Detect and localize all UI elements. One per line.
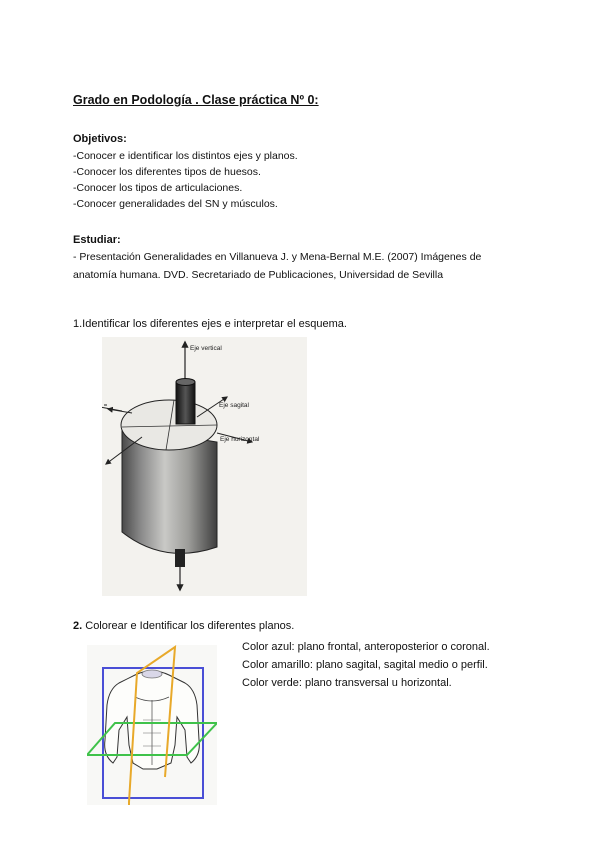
- question-2-text: Colorear e Identificar los diferentes planos.: [82, 620, 295, 632]
- question-1: 1.Identificar los diferentes ejes e interpretar el esquema.: [73, 318, 347, 330]
- legend-green: Color verde: plano transversal u horizontal.: [242, 677, 452, 689]
- human-torso-planes-diagram-icon: [87, 645, 217, 805]
- objective-item: -Conocer los tipos de articulaciones.: [73, 182, 243, 194]
- objectives-heading: Objetivos:: [73, 133, 127, 145]
- legend-yellow: Color amarillo: plano sagital, sagital medio o perfil.: [242, 659, 488, 671]
- objective-item: -Conocer generalidades del SN y músculos.: [73, 198, 278, 210]
- cylinder-axes-diagram-icon: [102, 337, 307, 596]
- legend-blue: Color azul: plano frontal, anteroposterior o coronal.: [242, 641, 490, 653]
- label-sagittal-axis: Eje sagital: [219, 402, 249, 409]
- question-2-number: 2.: [73, 620, 83, 632]
- study-line: anatomía humana. DVD. Secretariado de Publicaciones, Universidad de Sevilla: [73, 269, 444, 281]
- document-title: Grado en Podología . Clase práctica Nº 0:: [73, 93, 319, 107]
- label-horizontal-axis: Eje horizontal: [220, 436, 260, 443]
- study-line: - Presentación Generalidades en Villanueva J. y Mena-Bernal M.E. (2007) Imágenes de: [73, 251, 482, 263]
- label-vertical-axis: Eje vertical: [190, 345, 222, 352]
- study-heading: Estudiar:: [73, 234, 121, 246]
- question-2: [73, 620, 294, 632]
- objective-item: -Conocer los diferentes tipos de huesos.: [73, 166, 261, 178]
- objective-item: -Conocer e identificar los distintos ejes y planos.: [73, 150, 298, 162]
